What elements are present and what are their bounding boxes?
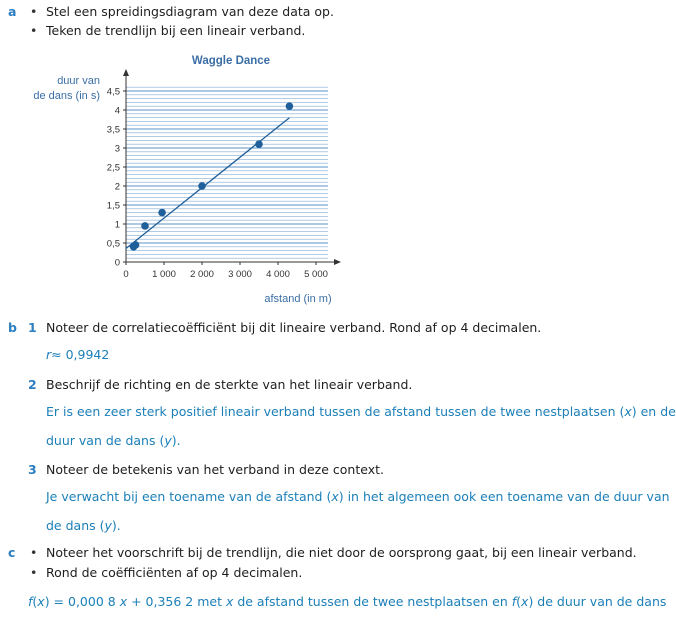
question-1-text: Noteer de correlatiecoëfficiënt bij dit lineaire verband. Rond af op 4 decimalen.: [46, 320, 542, 335]
bullet-icon: •: [30, 565, 38, 580]
part-c-label: c: [8, 545, 16, 560]
answer-3-line-1: Je verwacht bij een toename van de afstand (x) in het algemeen ook een toename van de duur van: [46, 489, 670, 504]
question-number-3: 3: [28, 462, 37, 477]
x-tick-label: 2 000: [190, 269, 214, 280]
y-tick-label: 1,5: [106, 200, 120, 212]
y-tick-label: 0,5: [106, 238, 120, 250]
chart-title: Waggle Dance: [191, 55, 271, 67]
y-tick-label: 2,5: [106, 162, 120, 174]
bullet-icon: •: [30, 23, 38, 38]
x-tick-label: 4 000: [266, 269, 290, 280]
y-tick-label: 2: [114, 181, 120, 193]
data-points: [130, 102, 293, 250]
data-point: [132, 241, 140, 249]
question-2-text: Beschrijf de richting en de sterkte van het lineair verband.: [46, 377, 413, 392]
answer-3-line-2: de dans (y).: [46, 518, 121, 533]
y-tick-label: 1: [114, 219, 120, 231]
part-c-bullet-2: Rond de coëfficiënten af op 4 decimalen.: [46, 565, 303, 580]
chart-ticks: [107, 87, 328, 281]
x-axis-arrow-icon: [334, 259, 341, 265]
answer-2-line-1: Er is een zeer sterk positief lineair verband tussen de afstand tussen de twee nestplaatsen (x) en de: [46, 404, 676, 419]
y-tick-label: 3,5: [106, 124, 120, 136]
question-3-text: Noteer de betekenis van het verband in deze context.: [46, 462, 384, 477]
data-point: [255, 140, 263, 148]
trendline: [126, 118, 289, 249]
x-axis-label: afstand (in m): [264, 293, 332, 305]
y-tick-label: 4,5: [106, 86, 120, 98]
part-a-label: a: [8, 4, 17, 19]
y-tick-label: 4: [114, 105, 120, 117]
y-tick-label: 3: [114, 143, 120, 155]
x-tick-label: 5 000: [304, 269, 328, 280]
y-axis-label-line-1: duur van: [57, 75, 100, 87]
data-point: [158, 209, 166, 217]
answer-1-value: ≈ 0,9942: [51, 347, 110, 362]
question-number-2: 2: [28, 377, 37, 392]
trendline-path: [126, 118, 289, 249]
y-axis-label-line-2: de dans (in s): [33, 90, 100, 102]
answer-2-line-2: duur van de dans (y).: [46, 433, 181, 448]
question-number-1: 1: [28, 320, 37, 335]
data-point: [286, 102, 294, 110]
part-c-bullet-1: Noteer het voorschrift bij de trendlijn, die niet door de oorsprong gaat, bij een lineair verband.: [46, 545, 637, 560]
part-a-bullet-2: Teken de trendlijn bij een lineair verband.: [46, 23, 306, 38]
y-tick-label: 0: [114, 257, 120, 269]
data-point: [141, 222, 149, 230]
x-tick-label: 3 000: [228, 269, 252, 280]
part-b-label: b: [8, 320, 17, 335]
answer-1: [46, 347, 109, 362]
chart-grid: [126, 87, 328, 258]
answer-c-formula: f(x) = 0,000 8 x + 0,356 2 met x de afstand tussen de twee nestplaatsen en f(x) de duur van de dans: [28, 594, 667, 609]
part-a-bullet-1: Stel een spreidingsdiagram van deze data op.: [46, 4, 334, 19]
scatter-chart: [0, 48, 360, 310]
x-tick-label: 0: [123, 269, 129, 280]
answer-1-variable: r: [46, 347, 52, 362]
y-axis-arrow-icon: [123, 69, 129, 76]
data-point: [198, 182, 206, 190]
bullet-icon: •: [30, 545, 38, 560]
bullet-icon: •: [30, 4, 38, 19]
x-tick-label: 1 000: [152, 269, 176, 280]
